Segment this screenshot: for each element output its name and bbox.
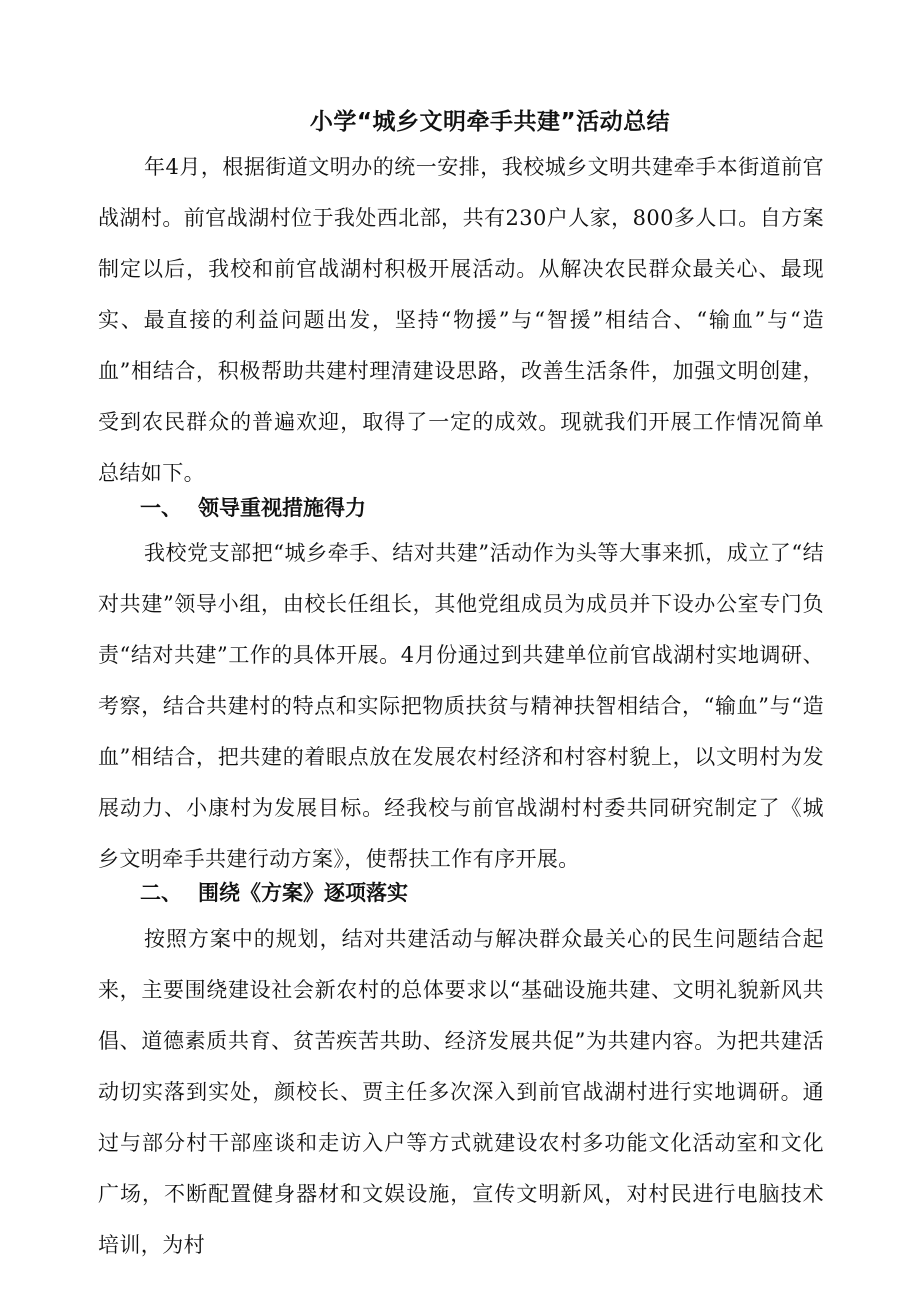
section-1-number: 一、 bbox=[140, 496, 182, 520]
section-1-title: 领导重视措施得力 bbox=[198, 496, 366, 520]
section-2-paragraph: 按照方案中的规划，结对共建活动与解决群众最关心的民生问题结合起来，主要围绕建设社会新农村的总体要求以“基础设施共建、文明礼貌新风共倡、道德素质共育、贫苦疾苦共助、经济发展共促”为共建内容。为把共建活动切实落到实处，颜校长、贾主任多次深入到前官战湖村进行实地调研。通过与部分村干部座谈和走访入户等方式就建设农村多功能文化活动室和文化广场，不断配置健身器材和文娱设施，宣传文明新风，对村民进行电脑技术培训，为村 bbox=[98, 927, 824, 1257]
section-2-title: 围绕《方案》逐项落实 bbox=[198, 881, 408, 905]
section-2-heading bbox=[140, 875, 408, 911]
intro-paragraph: 年4月，根据街道文明办的统一安排，我校城乡文明共建牵手本街道前官战湖村。前官战湖村位于我处西北部，共有230户人家，800多人口。自方案制定以后，我校和前官战湖村积极开展活动。从解决农民群众最关心、最现实、最直接的利益问题出发，坚持“物援”与“智援”相结合、“输血”与“造血”相结合，积极帮助共建村理清建设思路，改善生活条件，加强文明创建，受到农民群众的普遍欢迎，取得了一定的成效。现就我们开展工作情况简单总结如下。 bbox=[98, 155, 824, 485]
section-1-heading bbox=[140, 490, 366, 526]
section-2-number: 二、 bbox=[140, 881, 182, 905]
document-title: 小学“城乡文明牵手共建”活动总结 bbox=[309, 109, 671, 135]
section-1-paragraph: 我校党支部把“城乡牵手、结对共建”活动作为头等大事来抓，成立了“结对共建”领导小组，由校长任组长，其他党组成员为成员并下设办公室专门负责“结对共建”工作的具体开展。4月份通过到共建单位前官战湖村实地调研、考察，结合共建村的特点和实际把物质扶贫与精神扶智相结合，“输血”与“造血”相结合，把共建的着眼点放在发展农村经济和村容村貌上，以文明村为发展动力、小康村为发展目标。经我校与前官战湖村村委共同研究制定了《城乡文明牵手共建行动方案》，使帮扶工作有序开展。 bbox=[98, 541, 824, 871]
